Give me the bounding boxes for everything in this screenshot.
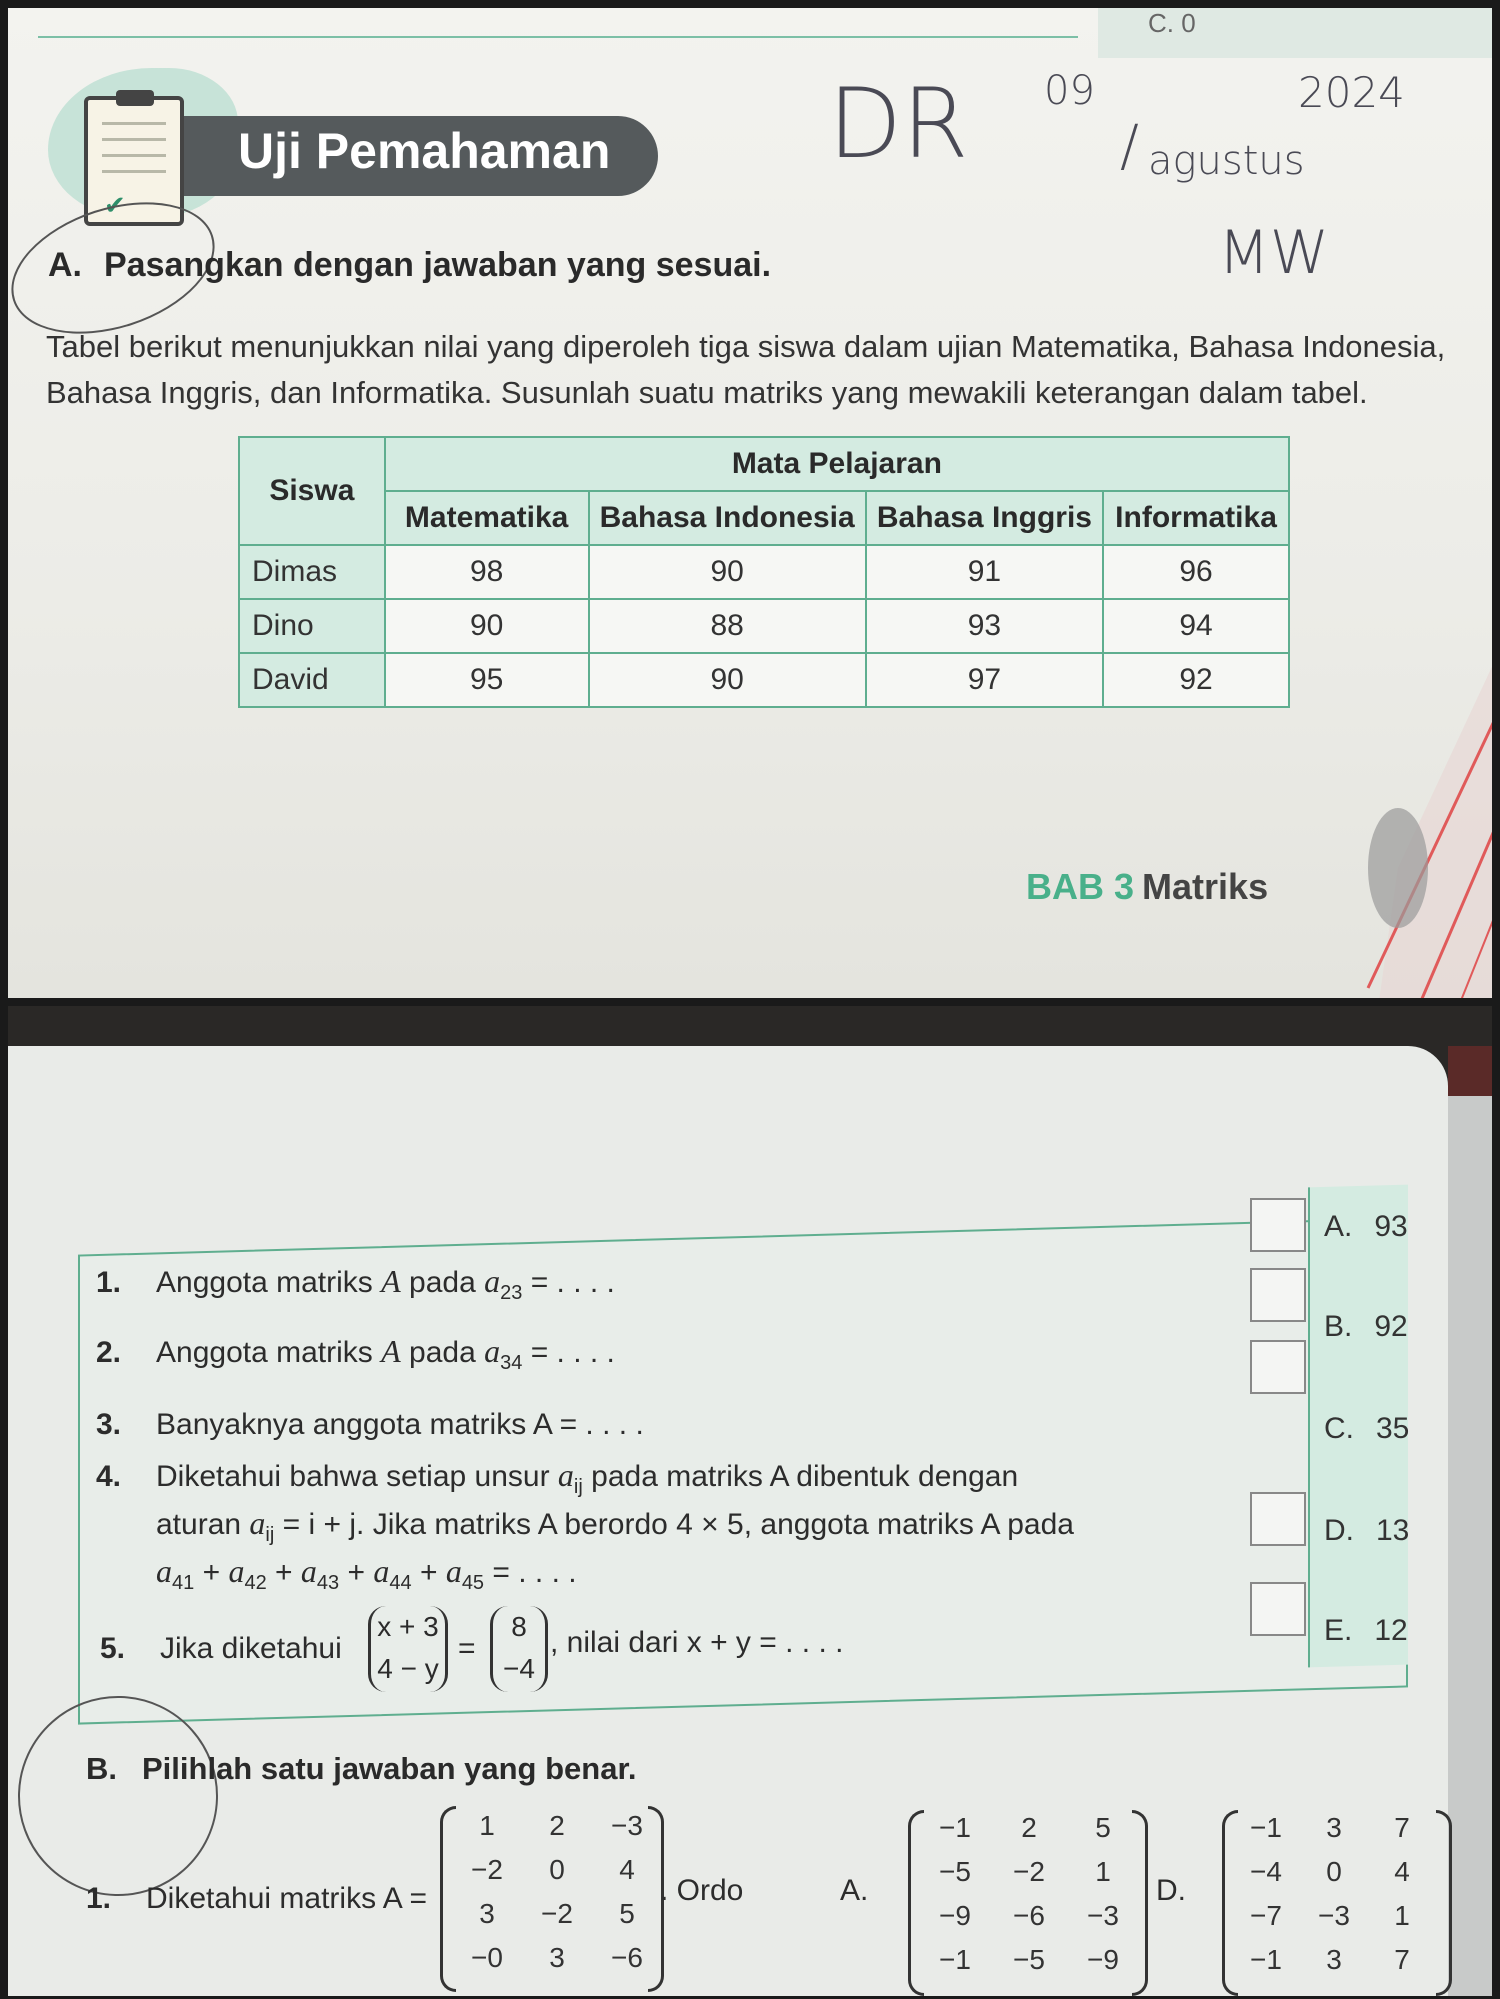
handwritten-day: 09	[1044, 68, 1095, 114]
chapter-number: BAB 3	[1026, 866, 1135, 907]
question-number: 1.	[96, 1266, 122, 1299]
chapter-fragment: C. 0	[1148, 8, 1196, 38]
matrix-cell: 5	[1095, 1812, 1111, 1843]
page-1-photo	[8, 8, 1492, 998]
score-cell: 88	[589, 599, 866, 653]
question-1	[96, 1260, 615, 1314]
question-text: Jika diketahui	[160, 1632, 342, 1665]
element-symbol: a	[557, 1457, 574, 1493]
question-text: pada	[409, 1336, 476, 1369]
question-text: Diketahui matriks A =	[146, 1882, 427, 1915]
handwritten-month: agustus	[1148, 138, 1305, 184]
score-cell: 90	[589, 545, 866, 599]
question-4-line3: $a_{41} + a_{42} + a_{43} + a_{44} + a_{45}$ = . . . .	[156, 1553, 577, 1594]
matrix-cell: 7	[1394, 1944, 1410, 1975]
score-cell: 90	[589, 653, 866, 707]
matrix-cell: −6	[1013, 1900, 1045, 1931]
mc-question-1	[86, 1882, 427, 1916]
option-value: 12	[1374, 1614, 1408, 1647]
element-symbol: a	[249, 1505, 266, 1541]
matrix-cell: −0	[471, 1942, 503, 1973]
section-a-letter: A.	[48, 246, 82, 284]
question-5-tail: , nilai dari x + y = . . . .	[550, 1626, 844, 1659]
top-rule	[38, 36, 1078, 38]
matrix-cell: −1	[1250, 1812, 1282, 1843]
element-symbol: a	[484, 1263, 501, 1299]
question-text: aturan	[156, 1508, 242, 1541]
answer-box-4[interactable]	[1250, 1492, 1306, 1546]
element-index: 23	[500, 1282, 523, 1304]
matrix-cell: −2	[1013, 1856, 1045, 1887]
matrix-cell: −5	[1013, 1944, 1045, 1975]
matrix-cell: 3	[1326, 1944, 1342, 1975]
section-b-instruction: Pilihlah satu jawaban yang benar.	[142, 1751, 637, 1786]
choice-d-matrix[interactable]	[1232, 1812, 1436, 1976]
var-a: A	[381, 1263, 401, 1299]
option-e	[1324, 1614, 1408, 1648]
score-cell: 97	[866, 653, 1103, 707]
choice-a-label[interactable]: A.	[840, 1874, 869, 1907]
book-edge	[1448, 1096, 1492, 1996]
answer-box-2[interactable]	[1250, 1268, 1306, 1322]
handwritten-year: 2024	[1298, 68, 1405, 117]
matrix-cell: −7	[1250, 1900, 1282, 1931]
question-4	[96, 1454, 1018, 1508]
question-blank: = . . . .	[484, 1556, 577, 1589]
question-text: pada	[409, 1266, 476, 1299]
banner-title: Uji Pemahaman	[238, 123, 611, 179]
matrix-cell: 0	[1326, 1856, 1342, 1887]
score-cell: 96	[1103, 545, 1289, 599]
option-d	[1324, 1514, 1409, 1548]
element-index: 41	[172, 1572, 195, 1594]
matrix-a	[452, 1810, 662, 1974]
vector-lhs	[368, 1606, 448, 1692]
question-text: Diketahui bahwa setiap unsur	[156, 1460, 550, 1493]
choice-d-label[interactable]: D.	[1156, 1874, 1186, 1907]
element-index: 44	[389, 1572, 412, 1594]
matrix-cell: 0	[549, 1854, 565, 1885]
matrix-cell: −9	[939, 1900, 971, 1931]
score-cell: 93	[866, 599, 1103, 653]
question-number: 2.	[96, 1336, 122, 1369]
element-index: ij	[573, 1476, 583, 1498]
matrix-cell: −1	[939, 1944, 971, 1975]
header-subject: Bahasa Indonesia	[589, 491, 866, 545]
matrix-cell: 4	[619, 1854, 635, 1885]
section-b-heading	[86, 1751, 636, 1787]
question-text: = i + j. Jika matriks A berordo 4 × 5, anggota matriks A pada	[282, 1508, 1074, 1541]
option-b	[1324, 1310, 1408, 1344]
matrix-cell: −2	[541, 1898, 573, 1929]
vector-entry: −4	[503, 1653, 535, 1684]
question-tail: . Ordo	[660, 1874, 744, 1907]
matrix-cell: −6	[611, 1942, 643, 1973]
question-2	[96, 1330, 615, 1384]
score-cell: 92	[1103, 653, 1289, 707]
checkmark-icon: ✔	[104, 190, 126, 220]
question-blank: = . . . .	[522, 1336, 615, 1369]
question-text: Anggota matriks	[156, 1336, 373, 1369]
student-name: Dimas	[239, 545, 385, 599]
element-index: ij	[265, 1524, 275, 1546]
question-text: pada matriks A dibentuk dengan	[591, 1460, 1019, 1493]
answer-box-5[interactable]	[1250, 1582, 1306, 1636]
chapter-footer	[1026, 866, 1268, 908]
question-number: 5.	[100, 1632, 126, 1665]
question-number: 3.	[96, 1408, 122, 1441]
ruler-decor	[1338, 568, 1492, 998]
intro-paragraph: Tabel berikut menunjukkan nilai yang diperoleh tiga siswa dalam ujian Matematika, Bahasa Indonesia, Bahasa Inggris, dan Informatika. Susunlah suatu matriks yang mewakili keterangan dalam tabel.	[46, 329, 1446, 410]
handwritten-slash: /	[1120, 114, 1139, 179]
student-name: Dino	[239, 599, 385, 653]
section-a-instruction: Pasangkan dengan jawaban yang sesuai.	[104, 246, 772, 284]
var-a: A	[381, 1333, 401, 1369]
matrix-bracket-right	[1132, 1810, 1148, 1996]
question-blank: = . . . .	[522, 1266, 615, 1299]
question-text: Anggota matriks	[156, 1266, 373, 1299]
option-a	[1324, 1210, 1408, 1244]
matrix-cell: 1	[1095, 1856, 1111, 1887]
matrix-cell: 5	[619, 1898, 635, 1929]
table-row	[239, 545, 1289, 599]
matrix-cell: −3	[1318, 1900, 1350, 1931]
matrix-cell: −1	[939, 1812, 971, 1843]
element-symbol: a	[484, 1333, 501, 1369]
section-b-letter: B.	[86, 1751, 117, 1786]
chapter-title: Matriks	[1142, 866, 1269, 907]
header-subject: Bahasa Inggris	[866, 491, 1103, 545]
matrix-cell: −2	[471, 1854, 503, 1885]
matrix-bracket-right	[1436, 1810, 1452, 1996]
answer-box-1[interactable]	[1250, 1198, 1306, 1252]
question-number: 4.	[96, 1460, 122, 1493]
option-value: 92	[1374, 1310, 1408, 1343]
option-letter: D.	[1324, 1514, 1354, 1547]
score-table	[238, 436, 1290, 708]
header-subject: Informatika	[1103, 491, 1289, 545]
header-subject: Matematika	[385, 491, 589, 545]
question-3	[96, 1404, 644, 1446]
header-siswa: Siswa	[239, 437, 385, 545]
matrix-cell: 7	[1394, 1812, 1410, 1843]
option-letter: B.	[1324, 1310, 1353, 1343]
matrix-cell: 1	[479, 1810, 495, 1841]
matrix-cell: −5	[939, 1856, 971, 1887]
vector-entry: x + 3	[377, 1611, 439, 1642]
matrix-cell: 4	[1394, 1856, 1410, 1887]
option-letter: E.	[1324, 1614, 1353, 1647]
score-cell: 94	[1103, 599, 1289, 653]
score-cell: 95	[385, 653, 589, 707]
student-name: David	[239, 653, 385, 707]
handwritten-initials: DR	[828, 68, 969, 180]
element-index: 42	[244, 1572, 267, 1594]
option-value: 35	[1376, 1412, 1410, 1445]
matrix-cell: 3	[479, 1898, 495, 1929]
element-index: 45	[461, 1572, 485, 1594]
element-index: 43	[316, 1572, 340, 1594]
vector-entry: 4 − y	[377, 1653, 439, 1684]
matrix-cell: 1	[1394, 1900, 1410, 1931]
page-2-photo	[8, 1006, 1492, 1996]
matrix-cell: 2	[1021, 1812, 1037, 1843]
matrix-cell: −1	[1250, 1944, 1282, 1975]
question-4-line2	[156, 1502, 1074, 1556]
question-5	[100, 1628, 342, 1670]
option-value: 93	[1374, 1210, 1408, 1243]
question-number: 1.	[86, 1882, 112, 1915]
section-a-heading	[48, 246, 771, 285]
matrix-cell: 2	[549, 1810, 565, 1841]
choice-a-matrix[interactable]	[918, 1812, 1140, 1976]
score-cell: 98	[385, 545, 589, 599]
question-text: Banyaknya anggota matriks A = . . . .	[156, 1408, 644, 1441]
option-letter: C.	[1324, 1412, 1354, 1445]
table-row	[239, 653, 1289, 707]
matrix-cell: −3	[1087, 1900, 1119, 1931]
equals-sign: =	[458, 1632, 476, 1665]
matrix-cell: −3	[611, 1810, 643, 1841]
header-mata-pelajaran: Mata Pelajaran	[385, 437, 1289, 491]
handwritten-signature: MW	[1218, 218, 1330, 288]
option-c	[1324, 1412, 1409, 1446]
option-letter: A.	[1324, 1210, 1353, 1243]
matrix-cell: 3	[549, 1942, 565, 1973]
matrix-cell: −4	[1250, 1856, 1282, 1887]
matrix-cell: 3	[1326, 1812, 1342, 1843]
answer-box-3[interactable]	[1250, 1340, 1306, 1394]
score-cell: 90	[385, 599, 589, 653]
matrix-cell: −9	[1087, 1944, 1119, 1975]
vector-entry: 8	[511, 1611, 527, 1642]
score-cell: 91	[866, 545, 1103, 599]
table-row	[239, 599, 1289, 653]
element-index: 34	[500, 1352, 523, 1374]
vector-rhs	[490, 1606, 548, 1692]
option-value: 13	[1376, 1514, 1410, 1547]
